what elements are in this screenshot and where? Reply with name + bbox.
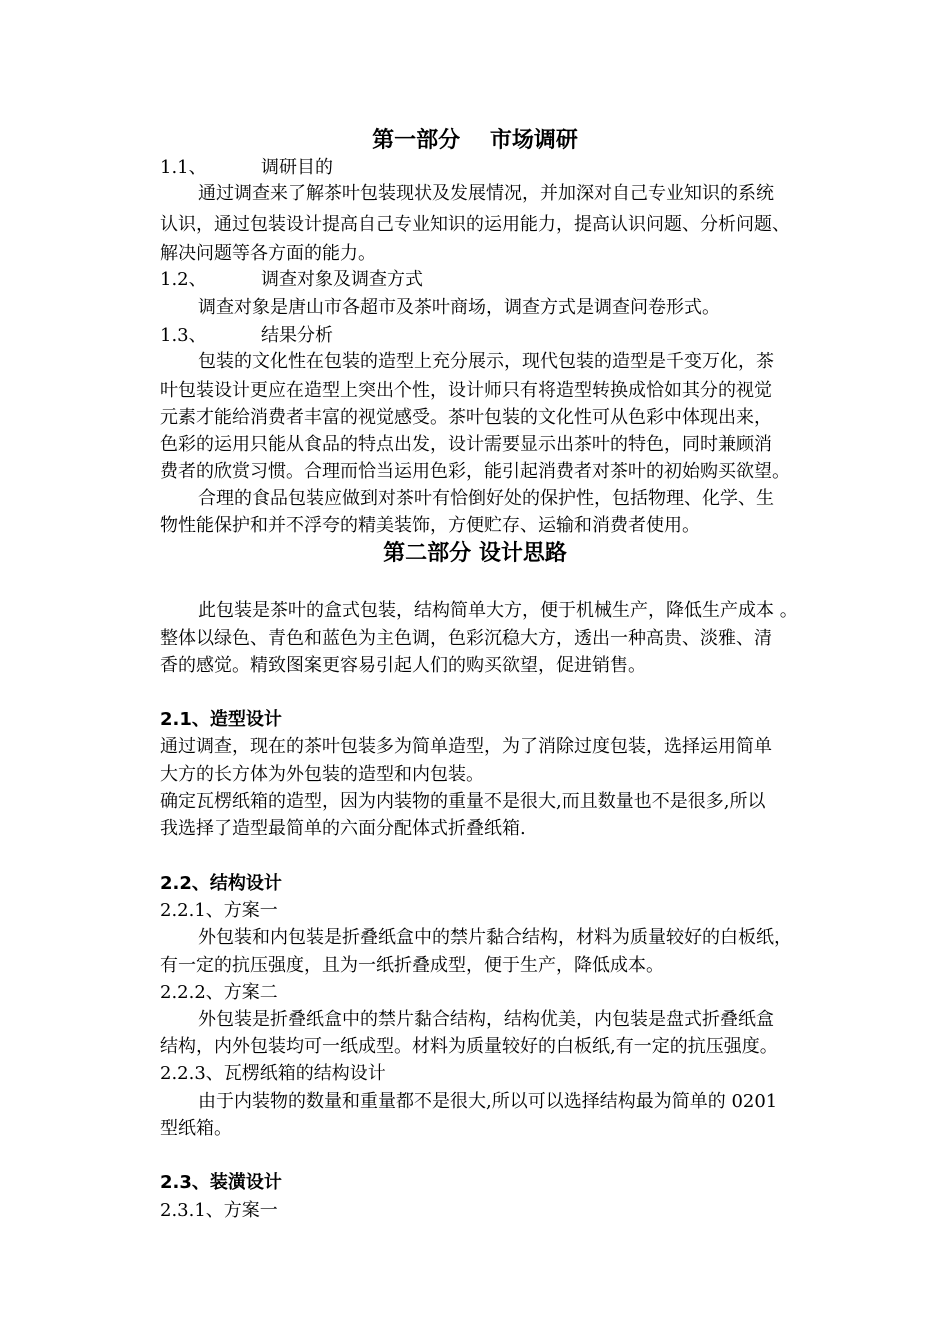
paragraph-line: 整体以绿色、青色和蓝色为主色调，色彩沉稳大方，透出一种高贵、淡雅、清 xyxy=(160,628,772,649)
paragraph-line: 认识，通过包装设计提高自己专业知识的运用能力，提高认识问题、分析问题、 xyxy=(160,214,790,235)
paragraph-line: 结构，内外包装均可一纸成型。材料为质量较好的白板纸,有一定的抗压强度。 xyxy=(160,1036,778,1057)
paragraph-line: 物性能保护和并不浮夸的精美装饰，方便贮存、运输和消费者使用。 xyxy=(160,515,700,536)
section-1-2-number: 1.2、 xyxy=(160,269,207,290)
section-2-3-heading: 2.3、装潢设计 xyxy=(160,1172,282,1193)
paragraph-line: 有一定的抗压强度，且为一纸折叠成型，便于生产，降低成本。 xyxy=(160,955,664,976)
paragraph-line: 此包装是茶叶的盒式包装，结构简单大方，便于机械生产，降低生产成本 。 xyxy=(198,600,798,621)
section-1-3-title: 结果分析 xyxy=(261,325,333,346)
paragraph-line: 叶包装设计更应在造型上突出个性，设计师只有将造型转换成恰如其分的视觉 xyxy=(160,380,772,401)
subsection-label: 2.2.3、瓦楞纸箱的结构设计 xyxy=(160,1063,386,1084)
paragraph-line: 色彩的运用只能从食品的特点出发，设计需要显示出茶叶的特色，同时兼顾消 xyxy=(160,434,772,455)
paragraph-line: 大方的长方体为外包装的造型和内包装。 xyxy=(160,764,484,785)
section-2-2-heading: 2.2、结构设计 xyxy=(160,873,282,894)
paragraph-line: 费者的欣赏习惯。合理而恰当运用色彩，能引起消费者对茶叶的初始购买欲望。 xyxy=(160,461,790,482)
paragraph-line: 香的感觉。精致图案更容易引起人们的购买欲望，促进销售。 xyxy=(160,655,646,676)
section-1-1-number: 1.1、 xyxy=(160,157,207,178)
paragraph-line: 解决问题等各方面的能力。 xyxy=(160,243,376,264)
paragraph-line: 我选择了造型最简单的六面分配体式折叠纸箱. xyxy=(160,818,526,839)
section-1-2-title: 调查对象及调查方式 xyxy=(261,269,423,290)
paragraph-line: 元素才能给消费者丰富的视觉感受。茶叶包装的文化性可从色彩中体现出来， xyxy=(160,407,772,428)
paragraph-line: 通过调查来了解茶叶包装现状及发展情况，并加深对自己专业知识的系统 xyxy=(198,183,774,204)
paragraph-line: 型纸箱。 xyxy=(160,1118,232,1139)
subsection-label: 2.2.1、方案一 xyxy=(160,900,278,921)
paragraph-line: 外包装是折叠纸盒中的禁片黏合结构，结构优美，内包装是盘式折叠纸盒 xyxy=(198,1009,774,1030)
paragraph-line: 外包装和内包装是折叠纸盒中的禁片黏合结构，材料为质量较好的白板纸， xyxy=(198,927,792,948)
section-1-3-number: 1.3、 xyxy=(160,325,207,346)
paragraph-line: 通过调查，现在的茶叶包装多为简单造型，为了消除过度包装，选择运用简单 xyxy=(160,736,772,757)
paragraph-line: 包装的文化性在包装的造型上充分展示，现代包装的造型是千变万化，茶 xyxy=(198,351,774,372)
paragraph-line: 调查对象是唐山市各超市及茶叶商场，调查方式是调查问卷形式。 xyxy=(198,297,720,318)
subsection-label: 2.2.2、方案二 xyxy=(160,982,278,1003)
section-1-1-title: 调研目的 xyxy=(261,157,333,178)
paragraph-line: 合理的食品包装应做到对茶叶有恰倒好处的保护性，包括物理、化学、生 xyxy=(198,488,774,509)
section-2-1-heading: 2.1、造型设计 xyxy=(160,709,282,730)
paragraph-line: 确定瓦楞纸箱的造型，因为内装物的重量不是很大,而且数量也不是很多,所以 xyxy=(160,791,766,812)
part2-title: 第二部分 设计思路 xyxy=(383,540,567,566)
subsection-label: 2.3.1、方案一 xyxy=(160,1200,278,1221)
paragraph-line: 由于内装物的数量和重量都不是很大,所以可以选择结构最为简单的 0201 xyxy=(198,1091,778,1112)
part1-title: 第一部分 市场调研 xyxy=(372,127,578,153)
